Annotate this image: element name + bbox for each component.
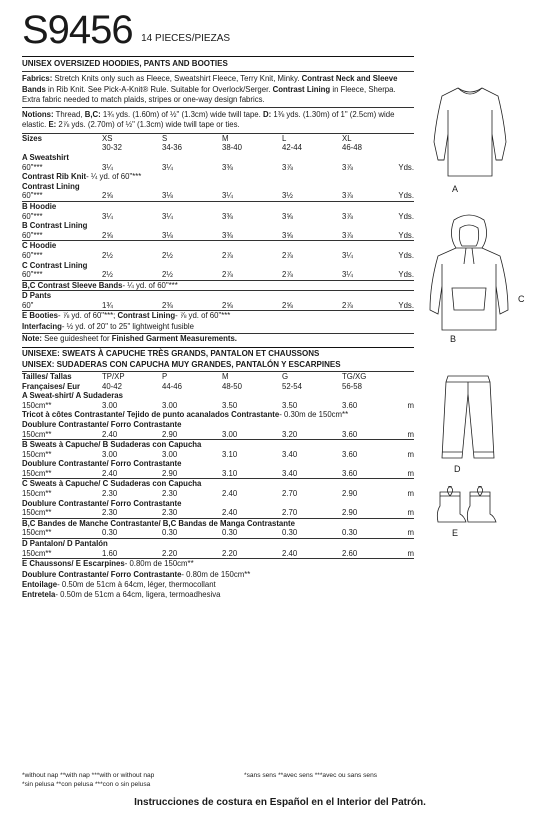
yardage-value: 2.90: [162, 429, 178, 439]
yardage-value: 3⅝: [282, 211, 293, 221]
fabric-row-title: Doublure Contrastante/ Forro Contrastante: [22, 419, 182, 429]
yardage-value: 2.20: [222, 548, 238, 558]
yardage-value: 2.40: [222, 489, 238, 499]
yardage-value: 3⅜: [222, 211, 233, 221]
yardage-value: 2.20: [162, 548, 178, 558]
note-label: Note:: [22, 334, 42, 344]
size-code: TG/XG: [342, 371, 367, 381]
size-range: 52-54: [282, 381, 302, 391]
unit-label: Yds.: [398, 250, 414, 260]
yardage-value: 3¼: [102, 162, 113, 172]
yardage-value: 2⅞: [222, 270, 233, 280]
yardage-value: 2.40: [102, 429, 118, 439]
fabric-row-title: C Contrast Lining: [22, 260, 88, 270]
yardage-value: 3⅛: [162, 191, 173, 201]
unit-label: Yds.: [398, 300, 414, 310]
yardage-value: 3.00: [102, 449, 118, 459]
yardage-value: 2.90: [342, 508, 358, 518]
yardage-value: 2.60: [342, 548, 358, 558]
yardage-value: 2.30: [162, 508, 178, 518]
unit-label: m: [407, 548, 414, 558]
unit-label: m: [407, 528, 414, 538]
fabric-width: 150cm**: [22, 429, 52, 439]
size-range: 44-46: [162, 381, 182, 391]
fabric-width: 60"***: [22, 162, 43, 172]
yardage-value: 2.30: [162, 489, 178, 499]
doublure-text: - 0.80m de 150cm**: [181, 569, 251, 579]
doublure-line: [22, 570, 414, 580]
yardage-value: 3.40: [282, 468, 298, 478]
notions-bold-3: E:: [48, 120, 57, 130]
fabrics-text-2: in Rib Knit. See Pick-A-Knit® Rule. Suitable for Overlock/Serger.: [45, 84, 273, 94]
yardage-value: 2⅞: [282, 250, 293, 260]
yardage-value: 2.40: [222, 508, 238, 518]
english-title: UNISEX OVERSIZED HOODIES, PANTS AND BOOTIES: [22, 59, 228, 68]
notions-text-4: 2⅞ yds. (2.70m) of ½" (1.3cm) wide twill tape or ties.: [56, 120, 240, 130]
size-code: P: [162, 371, 168, 381]
entretela-text: - 0.50m de 51cm a 64cm, ligera, termoadhesiva: [55, 590, 221, 600]
chaussons-label: E Chaussons/ E Escarpines: [22, 559, 125, 569]
fabric-width: 60"***: [22, 191, 43, 201]
note-line: [22, 334, 414, 344]
entoilage-label: Entoilage: [22, 579, 58, 589]
yardage-value: 3¼: [342, 250, 353, 260]
chaussons-line: [22, 559, 414, 569]
interfacing-label: Interfacing: [22, 321, 62, 331]
header: [22, 10, 230, 50]
booties-text: - ⅞ yd. of 60"***;: [57, 311, 118, 321]
figure-label-b: B: [450, 334, 457, 344]
yardage-value: 2.90: [342, 489, 358, 499]
yardage-value: 3¼: [162, 211, 173, 221]
entretela-label: Entretela: [22, 590, 56, 600]
unit-label: Yds.: [398, 230, 414, 240]
yardage-value: 3⅞: [282, 162, 293, 172]
size-range: 48-50: [222, 381, 242, 391]
notions-text: Thread,: [53, 110, 85, 120]
notions-bold-2: D:: [262, 110, 272, 120]
yardage-value: 0.30: [162, 528, 178, 538]
yardage-value: 3⅜: [222, 162, 233, 172]
yardage-value: 2⅜: [162, 300, 173, 310]
spanish-instructions-note: Instrucciones de costura en Español en el Interior del Patrón.: [134, 797, 426, 808]
sizes-label-fr: Tailles/ Tallas: [22, 371, 72, 381]
yardage-value: 0.30: [342, 528, 358, 538]
booties-label: E Booties: [22, 311, 58, 321]
metric-yardage-table: [22, 372, 414, 558]
note-text: See guidesheet for: [41, 334, 112, 344]
yardage-value: 2⅞: [222, 250, 233, 260]
yardage-value: 3¼: [342, 270, 353, 280]
hoodie-bc-illustration: [424, 214, 514, 334]
fabric-row-title: D Pantalon/ D Pantalón: [22, 539, 414, 549]
notions-bold-1: B,C:: [84, 110, 101, 120]
yardage-value: 3.60: [342, 429, 358, 439]
entretela-line: [22, 590, 414, 600]
size-code: M: [222, 133, 229, 143]
size-code: G: [282, 371, 289, 381]
yardage-value: 3.00: [102, 400, 118, 410]
fabric-width: 60"***: [22, 250, 43, 260]
yardage-value: 2⅝: [222, 300, 233, 310]
yardage-value: 2⅞: [342, 300, 353, 310]
fabrics-label: Fabrics:: [22, 74, 53, 84]
yardage-value: 2.30: [102, 489, 118, 499]
size-range: 30-32: [102, 143, 122, 153]
pattern-number: S9456: [22, 8, 133, 52]
yardage-value: 0.30: [282, 528, 298, 538]
sizes-label: Sizes: [22, 133, 42, 143]
fabric-row-title: Contrast Rib Knit- ¼ yd. of 60"***: [22, 172, 142, 182]
nap-legend-es: *sin pelusa **con pelusa ***con o sin pelusa: [22, 781, 151, 788]
size-code: XL: [342, 133, 352, 143]
fabrics-text-3: in Fleece, Sherpa. Extra fabric needed to match plaids, stripes or one-way design fabrics.: [22, 84, 396, 104]
yardage-value: 3⅞: [342, 162, 353, 172]
nap-legend-fr: *sans sens **avec sens ***avec ou sans sens: [244, 772, 378, 779]
fabric-row-title: Doublure Contrastante/ Forro Contrastante: [22, 498, 182, 508]
notions-paragraph: [22, 110, 414, 131]
fabric-width: 150cm**: [22, 468, 52, 478]
unit-label: m: [407, 449, 414, 459]
fabric-row-title: A Sweatshirt: [22, 152, 69, 162]
yardage-value: 2.40: [102, 468, 118, 478]
yardage-value: 3.60: [342, 400, 358, 410]
fabric-width: 150cm**: [22, 548, 52, 558]
size-range: 46-48: [342, 143, 362, 153]
yardage-value: 1.60: [102, 548, 118, 558]
unit-label: Yds.: [398, 162, 414, 172]
spanish-title: UNISEX: SUDADERAS CON CAPUCHA MUY GRANDES, PANTALÓN Y ESCARPINES: [22, 359, 341, 369]
fabric-width: 150cm**: [22, 400, 52, 410]
fabric-row-title: B,C Bandes de Manche Contrastante/ B,C Bandas de Manga Contrastante: [22, 518, 414, 528]
fabric-row-title: B Contrast Lining: [22, 221, 88, 231]
fabric-width: 150cm**: [22, 449, 52, 459]
fabric-width: 60"***: [22, 270, 43, 280]
yardage-value: 3⅜: [222, 230, 233, 240]
fabric-row-title: A Sweat-shirt/ A Sudaderas: [22, 391, 123, 401]
sizes-label-eur: Françaises/ Eur: [22, 381, 81, 391]
fabric-row-title: B Sweats à Capuche/ B Sudaderas con Capucha: [22, 440, 414, 450]
size-code: L: [282, 133, 287, 143]
yardage-value: 2.90: [162, 468, 178, 478]
french-title: UNISEXE: SWEATS À CAPUCHE TRÈS GRANDS, PANTALON ET CHAUSSONS: [22, 349, 320, 359]
notions-label: Notions:: [22, 110, 54, 120]
nap-legend-en: *without nap **with nap ***with or without nap: [22, 772, 155, 779]
yardage-value: 3.50: [222, 400, 238, 410]
yardage-value: 3.10: [222, 449, 238, 459]
fabric-width: 150cm**: [22, 528, 52, 538]
yardage-chart: [22, 56, 414, 600]
fabric-row-title: Tricot à côtes Contrastante/ Tejido de punto acanalados Contrastante- 0.30m de 150cm**: [22, 410, 349, 420]
size-range: 40-42: [102, 381, 122, 391]
unit-label: m: [407, 468, 414, 478]
chaussons-text: - 0.80m de 150cm**: [124, 559, 194, 569]
unit-label: m: [407, 508, 414, 518]
yardage-value: 3.60: [342, 468, 358, 478]
yardage-value: 3¼: [162, 162, 173, 172]
booties-e-illustration: [434, 486, 504, 526]
fabric-row-title: C Hoodie: [22, 241, 414, 251]
size-range: 34-36: [162, 143, 182, 153]
doublure-label: Doublure Contrastante/ Forro Contrastante: [22, 569, 182, 579]
fabric-row-title: B Hoodie: [22, 201, 414, 211]
yardage-value: 3.00: [222, 429, 238, 439]
sweatshirt-a-illustration: [430, 80, 510, 180]
yardage-value: 3.00: [162, 400, 178, 410]
unit-label: Yds.: [398, 270, 414, 280]
yardage-value: 0.30: [102, 528, 118, 538]
size-code: S: [162, 133, 168, 143]
booties-lining-text: - ⅞ yd. of 60"***: [175, 311, 231, 321]
unit-label: m: [407, 429, 414, 439]
yardage-value: 2⅝: [102, 230, 113, 240]
yardage-value: 3½: [282, 191, 293, 201]
note-bold: Finished Garment Measurements.: [111, 334, 237, 344]
size-range: 42-44: [282, 143, 302, 153]
fabric-row-title: D Pants: [22, 291, 414, 301]
pieces-count: 14 PIECES/PIEZAS: [141, 33, 231, 44]
yardage-value: 1¾: [102, 300, 113, 310]
fabric-width: 150cm**: [22, 508, 52, 518]
booties-lining-label: Contrast Lining: [117, 311, 176, 321]
unit-label: m: [407, 489, 414, 499]
yardage-value: 2⅝: [282, 300, 293, 310]
figure-label-d: D: [454, 464, 461, 474]
unit-label: m: [407, 400, 414, 410]
entoilage-line: [22, 580, 414, 590]
fabrics-text: Stretch Knits only such as Fleece, Sweatshirt Fleece, Terry Knit, Minky.: [52, 74, 302, 84]
size-code: XS: [102, 133, 113, 143]
yardage-value: 3.40: [282, 449, 298, 459]
size-code: M: [222, 371, 229, 381]
yardage-value: 2.70: [282, 508, 298, 518]
fabric-width: 60": [22, 300, 34, 310]
yardage-value: 3¼: [102, 211, 113, 221]
pants-d-illustration: [438, 372, 498, 462]
english-yardage-table: [22, 134, 414, 311]
fabric-row-title: C Sweats à Capuche/ C Sudaderas con Capucha: [22, 479, 414, 489]
fabrics-bold-3: Contrast Lining: [272, 84, 331, 94]
yardage-value: 2.40: [282, 548, 298, 558]
interfacing-text: - ½ yd. of 20" to 25" lightweight fusible: [61, 321, 194, 331]
fabric-row-title: Contrast Lining: [22, 181, 80, 191]
fabric-width: 60"***: [22, 211, 43, 221]
yardage-value: 3⅞: [342, 191, 353, 201]
unit-label: Yds.: [398, 191, 414, 201]
notions-text-2: 1¾ yds. (1.60m) of ½" (1.3cm) wide twill tape.: [100, 110, 263, 120]
yardage-value: 3.10: [222, 468, 238, 478]
yardage-value: 2.70: [282, 489, 298, 499]
garment-illustrations: [420, 80, 550, 550]
yardage-value: 3.00: [162, 449, 178, 459]
size-range: 56-58: [342, 381, 362, 391]
size-code: TP/XP: [102, 371, 125, 381]
yardage-value: 3.60: [342, 449, 358, 459]
yardage-value: 0.30: [222, 528, 238, 538]
yardage-value: 3⅞: [342, 211, 353, 221]
notions-text-3: 1⅜ yds. (1.30m) of 1" (2.5cm) wide elastic.: [22, 110, 395, 130]
yardage-value: 2½: [102, 250, 113, 260]
yardage-value: 3⅛: [162, 230, 173, 240]
yardage-value: 2⅝: [102, 191, 113, 201]
interfacing-line: [22, 322, 414, 332]
yardage-value: 3¼: [222, 191, 233, 201]
fabric-row-title: Doublure Contrastante/ Forro Contrastante: [22, 459, 182, 469]
yardage-value: 2½: [162, 270, 173, 280]
fabrics-paragraph: [22, 74, 414, 105]
figure-label-c: C: [518, 294, 525, 304]
nap-legend: [22, 771, 414, 789]
size-range: 38-40: [222, 143, 242, 153]
yardage-value: 2⅞: [282, 270, 293, 280]
fabrics-bold-2: Contrast Neck and Sleeve Bands: [22, 74, 398, 94]
fabric-row-title: B,C Contrast Sleeve Bands- ¼ yd. of 60"***: [22, 280, 414, 291]
yardage-value: 2½: [162, 250, 173, 260]
unit-label: Yds.: [398, 211, 414, 221]
fabric-width: 60"***: [22, 230, 43, 240]
figure-label-e: E: [452, 528, 459, 538]
yardage-value: 3.20: [282, 429, 298, 439]
yardage-value: 2.30: [102, 508, 118, 518]
booties-line: [22, 311, 414, 321]
entoilage-text: - 0.50m de 51cm à 64cm, léger, thermocollant: [57, 579, 216, 589]
fabric-width: 150cm**: [22, 489, 52, 499]
yardage-value: 2½: [102, 270, 113, 280]
yardage-value: 3⅝: [282, 230, 293, 240]
figure-label-a: A: [452, 184, 459, 194]
yardage-value: 3.50: [282, 400, 298, 410]
yardage-value: 3⅞: [342, 230, 353, 240]
